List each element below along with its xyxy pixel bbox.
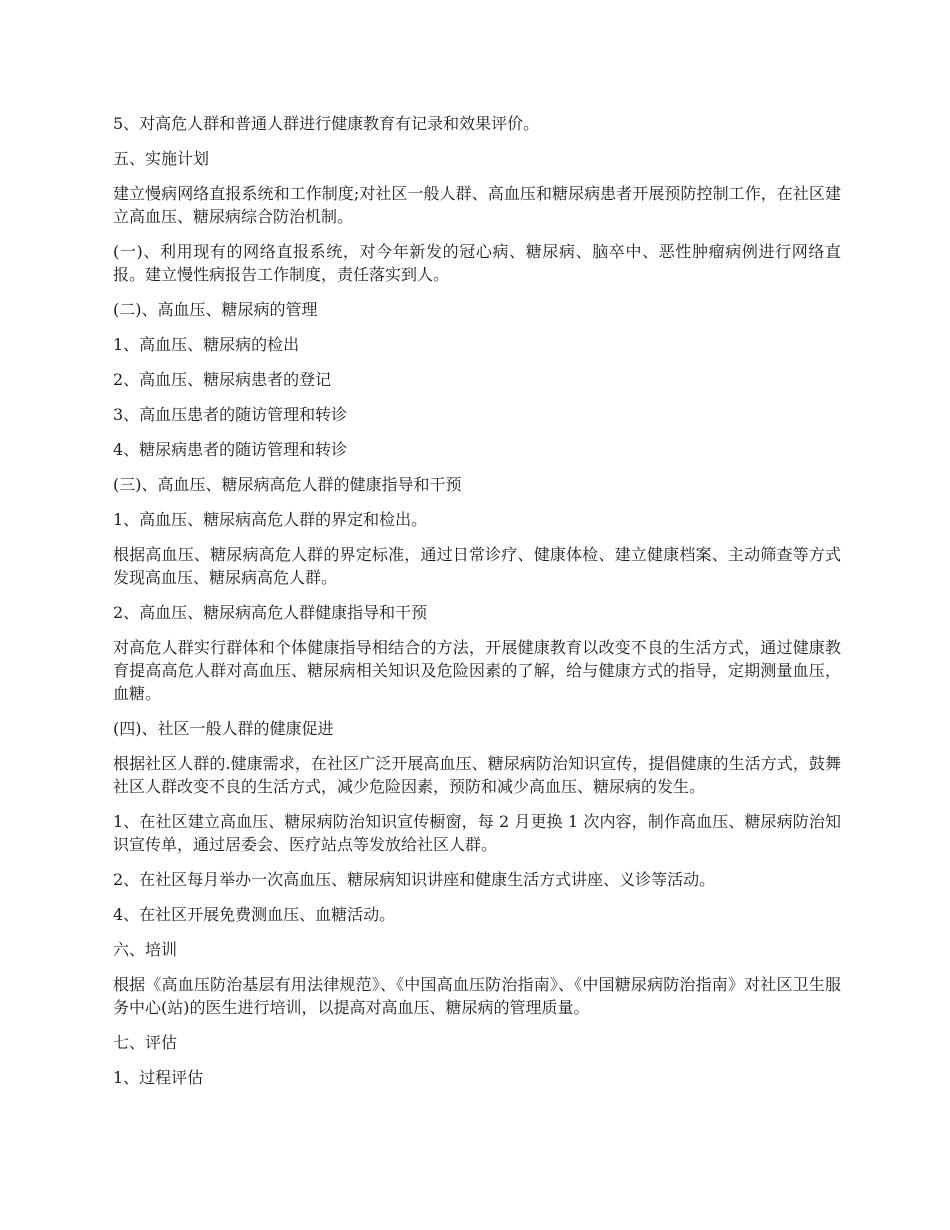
section-heading-training: 六、培训 [113,940,178,959]
section-heading-evaluation: 七、评估 [113,1033,178,1052]
subsection-heading-high-risk-guidance: (三)、高血压、糖尿病高危人群的健康指导和干预 [113,475,462,494]
list-item-hypertension-followup: 3、高血压患者的随访管理和转诊 [113,405,348,424]
list-item-high-risk-intervention: 2、高血压、糖尿病高危人群健康指导和干预 [113,603,428,622]
subsection-heading-health-promotion: (四)、社区一般人群的健康促进 [113,719,334,738]
list-item-display-window: 1、在社区建立高血压、糖尿病防治知识宣传橱窗，每 2 月更换 1 次内容，制作高血压、糖尿病防治知识宣传单，通过居委会、医疗站点等发放给社区人群。 [113,812,841,854]
list-item-free-testing: 4、在社区开展免费测血压、血糖活动。 [113,905,396,924]
paragraph-reporting-system: 建立慢病网络直报系统和工作制度;对社区一般人群、高血压和糖尿病患者开展预防控制工作，在社区建立高血压、糖尿病综合防治机制。 [113,184,841,226]
list-item-registration: 2、高血压、糖尿病患者的登记 [113,370,332,389]
paragraph-evaluation-record: 5、对高危人群和普通人群进行健康教育有记录和效果评价。 [113,114,540,133]
section-heading-implementation-plan: 五、实施计划 [113,149,210,168]
list-item-high-risk-definition: 1、高血压、糖尿病高危人群的界定和检出。 [113,510,428,529]
paragraph-training-guidelines: 根据《高血压防治基层有用法律规范》、《中国高血压防治指南》、《中国糖尿病防治指南》对社区卫生服务中心(站)的医生进行培训，以提高对高血压、糖尿病的管理质量。 [113,975,841,1017]
paragraph-health-needs: 根据社区人群的.健康需求，在社区广泛开展高血压、糖尿病防治知识宣传，提倡健康的生活方式，鼓舞社区人群改变不良的生活方式，减少危险因素，预防和减少高血压、糖尿病的发生。 [113,754,841,796]
list-item-monthly-lectures: 2、在社区每月举办一次高血压、糖尿病知识讲座和健康生活方式讲座、义诊等活动。 [113,870,716,889]
paragraph-high-risk-methods: 对高危人群实行群体和个体健康指导相结合的方法，开展健康教育以改变不良的生活方式，通过健康教育提高高危人群对高血压、糖尿病相关知识及危险因素的了解，给与健康方式的指导，定期测量血压，血糖。 [113,638,841,703]
list-item-diabetes-followup: 4、糖尿病患者的随访管理和转诊 [113,440,348,459]
list-item-detection: 1、高血压、糖尿病的检出 [113,335,300,354]
paragraph-online-reporting: (一)、利用现有的网络直报系统，对今年新发的冠心病、糖尿病、脑卒中、恶性肿瘤病例进行网络直报。建立慢性病报告工作制度，责任落实到人。 [113,242,841,284]
list-item-process-evaluation: 1、过程评估 [113,1068,204,1087]
paragraph-high-risk-screening: 根据高血压、糖尿病高危人群的界定标准，通过日常诊疗、健康体检、建立健康档案、主动筛查等方式发现高血压、糖尿病高危人群。 [113,545,841,587]
document-page [113,112,841,1101]
subsection-heading-management: (二)、高血压、糖尿病的管理 [113,300,318,319]
